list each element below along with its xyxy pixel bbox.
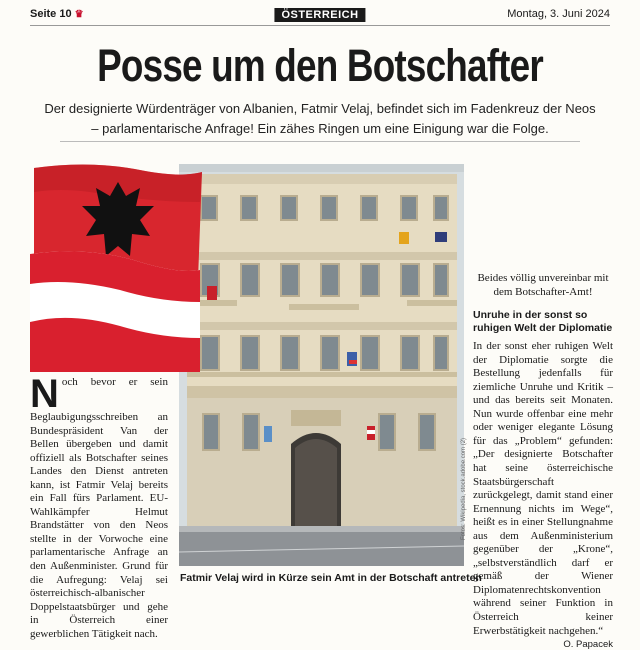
- header-divider: [30, 25, 610, 26]
- article-right-column: [473, 272, 613, 650]
- headline: Posse um den Botschafter: [97, 40, 543, 91]
- subheadline: Der designierte Würdenträger von Albanien, Fatmir Velaj, befindet sich im Fadenkreuz der Neos – parlamentarische Anfrage! Ein zähes Ringen um eine Einigung war die Folge.: [44, 101, 596, 136]
- right-column-intro: Beides völlig unvereinbar mit dem Botschafter-Amt!: [477, 272, 609, 298]
- article-left-column: [30, 372, 168, 641]
- page-number: Seite 10 ♛: [30, 8, 84, 20]
- issue-date: Montag, 3. Juni 2024: [507, 8, 610, 20]
- subhead-divider: [60, 141, 580, 142]
- photo-caption: Fatmir Velaj wird in Kürze sein Amt in der Botschaft antreten: [180, 572, 482, 584]
- crown-icon: ♛: [74, 9, 84, 20]
- section-label: ÖSTERREICH: [274, 8, 365, 22]
- left-column-text: och bevor er sein Beglaubigungsschreiben an Bundespräsident Van der Bellen übergeben und damit offiziell als Botschafter seines Landes den Dienst antreten kann, ist Fatmir Velaj bereits ein Fall fürs Parlament. EU-Wahlkämpfer Helmut Brandstätter von den Neos stellte in der Vorwoche eine parlamentarische Anfrage an den Außenminister. Grund für die Aufregung: Velaj sei österreichisch-albanischer Doppelstaatsbürger und gehe in Österreich einer gewerblichen Tätigkeit nach.: [30, 376, 168, 640]
- embassy-photo: [179, 164, 464, 566]
- albanian-austrian-flags-illustration: [30, 162, 205, 372]
- page-header: [30, 8, 610, 24]
- right-column-subheading: Unruhe in der sonst so ruhigen Welt der Diplomatie: [473, 309, 613, 334]
- right-column-text: In der sonst eher ruhigen Welt der Diplomatie sorgte die Bestellung jedenfalls für ziemliche Unruhe und Kritik – und das bereits seit Monaten. Nun wurde offenbar eine mehr oder weniger elegante Lösung für das „Problem“ gefunden: „Der designierte Botschafter hat seine österreichische Staatsbürgerschaft zurückgelegt, damit stand einer Ernennung nichts im Wege“, heißt es in einer Stellungnahme aus dem Außenministerium gegenüber der „Krone“, „selbstverständlich darf er gemäß der Wiener Diplomatenrechtskonvention während seiner Funktion in Österreich keiner Erwerbstätigkeit nachgehen.“ O. Papacek: [473, 340, 613, 650]
- photo-credit: Fotos: Wikipedia, stock.adobe.com (2): [461, 437, 467, 540]
- author-name: O. Papacek: [563, 639, 613, 650]
- drop-cap: N: [30, 372, 59, 416]
